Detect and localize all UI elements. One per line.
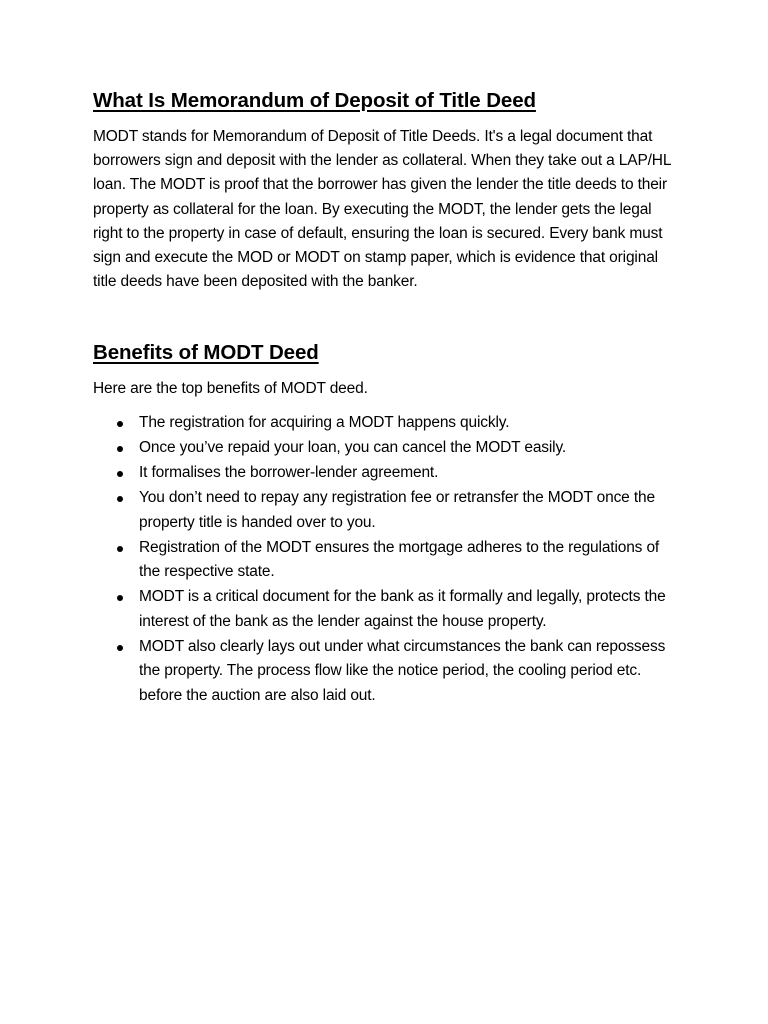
list-item xyxy=(93,585,678,634)
list-item xyxy=(93,536,678,585)
bullet-icon xyxy=(117,595,123,601)
list-item-text: You don’t need to repay any registration fee or retransfer the MODT once the property title is handed over to you. xyxy=(139,489,655,531)
list-item xyxy=(93,436,678,461)
list-item xyxy=(93,635,678,709)
section-heading-benefits: Benefits of MODT Deed xyxy=(93,341,319,365)
bullet-icon xyxy=(117,645,123,651)
benefits-intro: Here are the top benefits of MODT deed. xyxy=(93,380,368,398)
list-item xyxy=(93,486,678,535)
bullet-icon xyxy=(117,546,123,552)
definition-paragraph: MODT stands for Memorandum of Deposit of Title Deeds. It's a legal document that borrowers sign and deposit with the lender as collateral. When they take out a LAP/HL loan. The MODT is proof that the borrower has given the lender the title deeds to their property as collateral for the loan. By executing the MODT, the lender gets the legal right to the property in case of default, ensuring the loan is secured. Every bank must sign and execute the MOD or MODT on stamp paper, which is evidence that original title deeds have been deposited with the banker. xyxy=(93,128,671,291)
list-item-text: The registration for acquiring a MODT happens quickly. xyxy=(139,414,510,432)
bullet-icon xyxy=(117,421,123,427)
list-item-text: It formalises the borrower-lender agreement. xyxy=(139,464,439,482)
list-item-text: MODT also clearly lays out under what circumstances the bank can repossess the property. The process flow like the notice period, the cooling period etc. before the auction are also laid out. xyxy=(139,637,666,704)
section-heading-modt-definition: What Is Memorandum of Deposit of Title Deed xyxy=(93,89,536,112)
list-item xyxy=(93,461,678,486)
benefits-list xyxy=(93,411,678,708)
bullet-icon xyxy=(117,446,123,452)
list-item-text: Registration of the MODT ensures the mortgage adheres to the regulations of the respective state. xyxy=(139,538,660,581)
bullet-icon xyxy=(117,496,123,502)
bullet-icon xyxy=(117,471,123,477)
list-item xyxy=(93,411,678,436)
list-item-text: Once you’ve repaid your loan, you can cancel the MODT easily. xyxy=(139,439,567,457)
list-item-text: MODT is a critical document for the bank as it formally and legally, protects the interest of the bank as the lender against the house property. xyxy=(139,588,666,630)
